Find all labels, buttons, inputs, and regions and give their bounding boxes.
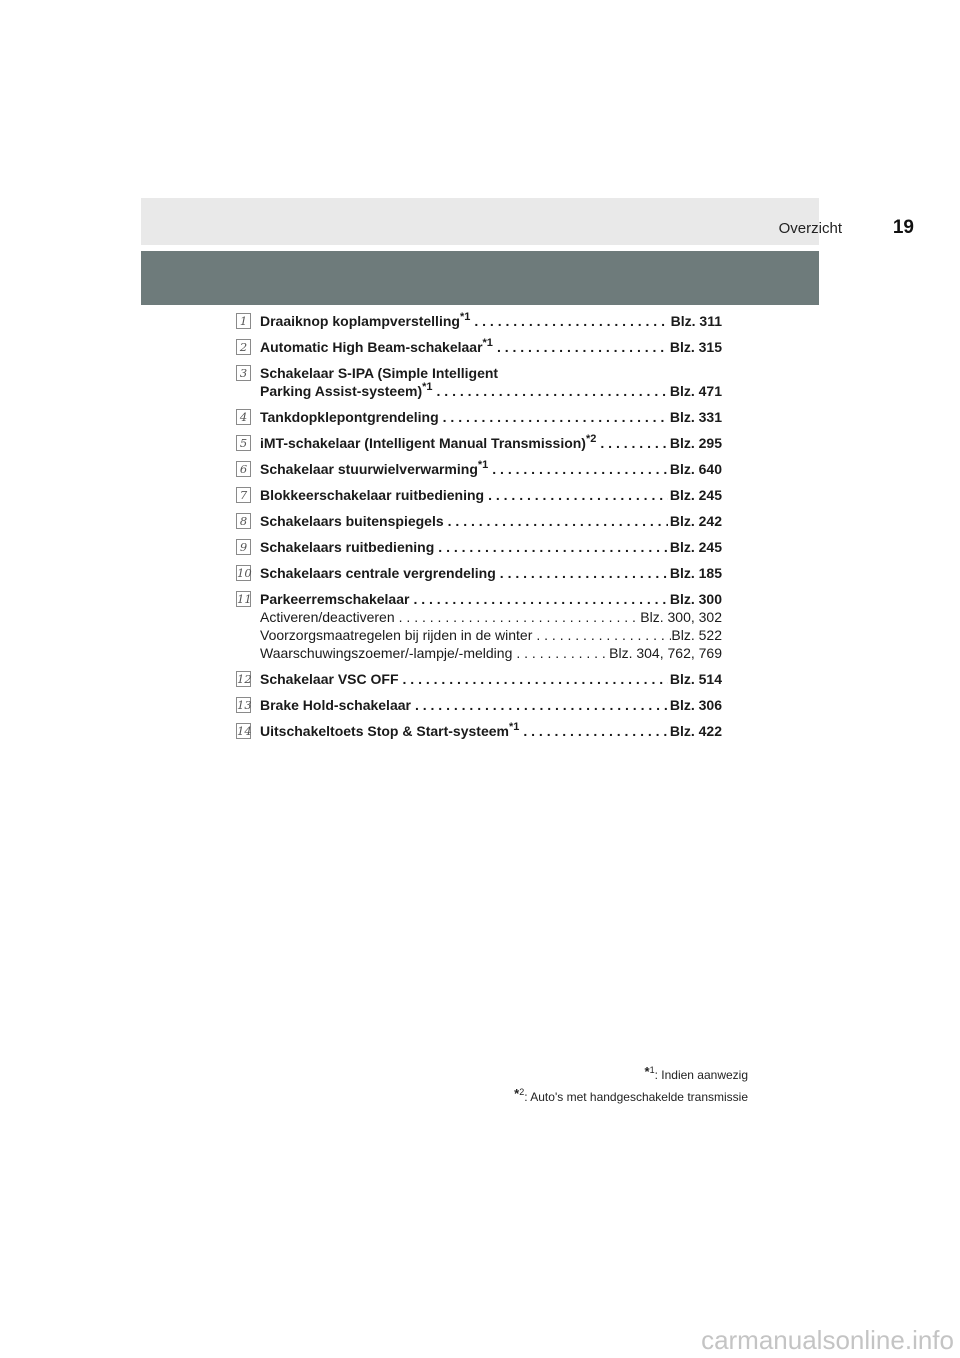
dot-leader [519,722,667,740]
entry-7 [236,486,722,504]
dot-leader [484,486,668,504]
page-number: 19 [892,217,914,238]
entry-page-ref[interactable]: Blz. 471 [669,383,722,399]
dot-leader [434,538,668,556]
entry-title: Schakelaars centrale vergrendeling [260,565,496,581]
footnote-ref: *1 [422,381,433,393]
footnote-1 [514,1062,748,1084]
entry-page-ref[interactable]: Blz. 422 [669,723,722,739]
entry-title: Schakelaars ruitbediening [260,539,435,555]
dot-leader [532,626,671,644]
dot-leader [496,564,668,582]
footnote-ref: *2 [585,433,597,445]
footnote-2 [514,1084,748,1106]
dot-leader [488,460,668,478]
entry-4 [236,408,722,426]
entry-page-ref[interactable]: Blz. 300 [669,591,722,607]
entry-number: 7 [236,487,251,503]
footnote-text: : Auto's met handgeschakelde transmissie [524,1090,748,1104]
dark-band [141,251,819,305]
entry-number: 5 [236,435,251,451]
entry-3 [236,364,722,400]
entry-number: 12 [237,672,252,686]
entry-12 [236,670,722,688]
entry-title: Parking Assist-systeem) [260,383,423,399]
dot-leader [493,338,668,356]
entry-page-ref[interactable]: Blz. 331 [669,409,722,425]
entry-page-ref[interactable]: Blz. 640 [669,461,722,477]
entry-title: Draaiknop koplampverstelling [260,313,460,329]
sub-entry [260,644,722,662]
entry-title: Blokkeerschakelaar ruitbediening [260,487,485,503]
dot-leader [409,590,667,608]
entry-title: Schakelaar VSC OFF [260,671,399,687]
entry-number: 3 [236,365,251,381]
entry-number: 10 [237,566,252,580]
entry-title: Schakelaars buitenspiegels [260,513,444,529]
entry-14 [236,722,722,740]
sub-entry-page-ref[interactable]: Blz. 304, 762, 769 [609,645,722,661]
sub-entry-page-ref[interactable]: Blz. 522 [671,627,722,643]
dot-leader [596,434,667,452]
entry-list [236,312,722,748]
dot-leader [439,408,668,426]
entry-title: Parkeerremschakelaar [260,591,410,607]
dot-leader [399,670,668,688]
dot-leader [433,382,668,400]
entry-number: 13 [237,698,252,712]
entry-page-ref[interactable]: Blz. 315 [669,339,722,355]
entry-number: 2 [236,339,251,355]
entry-title: Uitschakeltoets Stop & Start-systeem [260,723,509,739]
footnote-ref: *1 [477,459,489,471]
entry-page-ref[interactable]: Blz. 311 [670,313,722,329]
entry-11 [236,590,722,662]
sub-entry-page-ref[interactable]: Blz. 300, 302 [640,609,722,625]
entry-title: Schakelaar stuurwielverwarming [260,461,478,477]
dot-leader [470,312,668,330]
dot-leader [395,608,641,626]
entry-1 [236,312,722,330]
entry-page-ref[interactable]: Blz. 306 [669,697,722,713]
entry-9 [236,538,722,556]
entry-page-ref[interactable]: Blz. 514 [669,671,722,687]
footnote-ref: *1 [482,337,493,349]
entry-6 [236,460,722,478]
entry-number: 8 [236,513,251,529]
entry-page-ref[interactable]: Blz. 245 [669,539,722,555]
header-band [141,198,819,245]
entry-title: Automatic High Beam-schakelaar [260,339,483,355]
footnote-ref: *1 [459,311,471,323]
sub-entry-title: Waarschuwingszoemer/-lampje/-melding [260,645,513,661]
entry-page-ref[interactable]: Blz. 295 [669,435,722,451]
entry-title: Tankdopklepontgrendeling [260,409,439,425]
entry-number: 14 [237,724,252,738]
entry-page-ref[interactable]: Blz. 242 [669,513,722,529]
entry-number: 6 [236,461,251,477]
footnote-mark: * [514,1086,520,1101]
entry-page-ref[interactable]: Blz. 245 [669,487,722,503]
entry-number: 1 [236,313,251,329]
sub-entry [260,608,722,626]
watermark: carmanualsonline.info [701,1325,954,1355]
entry-page-ref[interactable]: Blz. 185 [669,565,722,581]
footnote-index: 2 [519,1087,525,1097]
footnotes [514,1062,748,1106]
entry-title-line1: Schakelaar S-IPA (Simple Intelligent [260,365,499,381]
section-title: Overzicht [778,220,842,237]
sub-entry-title: Voorzorgsmaatregelen bij rijden in de winter [260,627,533,643]
footnote-index: 1 [649,1065,655,1075]
entry-10 [236,564,722,582]
footnote-ref: *1 [508,721,520,733]
footnote-text: : Indien aanwezig [654,1068,748,1082]
footnote-mark: * [644,1064,650,1079]
entry-number: 11 [237,592,252,606]
entry-13 [236,696,722,714]
entry-number: 9 [236,539,251,555]
entry-title: iMT-schakelaar (Intelligent Manual Transmission) [260,435,586,451]
dot-leader [411,696,668,714]
entry-2 [236,338,722,356]
entry-8 [236,512,722,530]
entry-number: 4 [236,409,251,425]
sub-entry [260,626,722,644]
dot-leader [512,644,609,662]
sub-entry-title: Activeren/deactiveren [260,609,395,625]
dot-leader [444,512,668,530]
entry-title: Brake Hold-schakelaar [260,697,411,713]
entry-5 [236,434,722,452]
